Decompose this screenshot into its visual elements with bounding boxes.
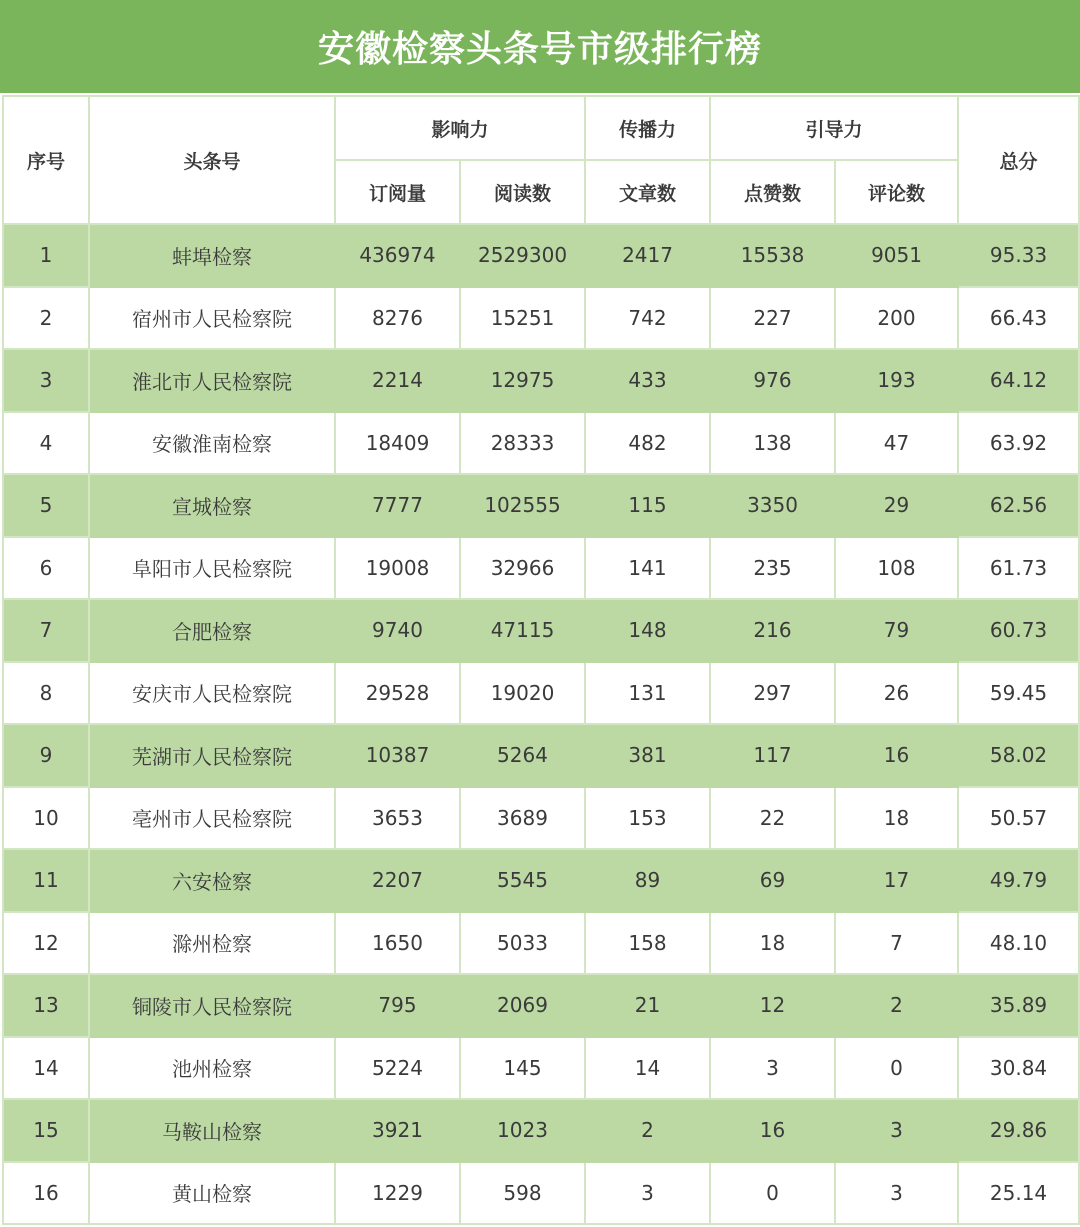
page-title: 安徽检察头条号市级排行榜 — [317, 28, 762, 70]
cell-comments: 9051 — [835, 224, 958, 287]
cell-comments: 193 — [835, 349, 958, 412]
header-articles: 文章数 — [585, 160, 710, 224]
cell-likes: 0 — [710, 1162, 835, 1225]
cell-account: 安庆市人民检察院 — [89, 662, 335, 725]
header-reads: 阅读数 — [460, 160, 585, 224]
cell-account: 六安检察 — [89, 849, 335, 912]
cell-likes: 976 — [710, 349, 835, 412]
cell-subscriptions: 29528 — [335, 662, 460, 725]
cell-subscriptions: 436974 — [335, 224, 460, 287]
cell-comments: 47 — [835, 412, 958, 475]
cell-likes: 138 — [710, 412, 835, 475]
cell-reads: 145 — [460, 1037, 585, 1100]
table-body — [3, 224, 1079, 1224]
cell-total: 95.33 — [958, 224, 1079, 287]
table-row — [3, 1162, 1079, 1225]
table-row — [3, 599, 1079, 662]
cell-account: 芜湖市人民检察院 — [89, 724, 335, 787]
header-total: 总分 — [958, 96, 1079, 224]
cell-reads: 2069 — [460, 974, 585, 1037]
cell-reads: 5033 — [460, 912, 585, 975]
cell-account: 蚌埠检察 — [89, 224, 335, 287]
cell-account: 马鞍山检察 — [89, 1099, 335, 1162]
table-row — [3, 287, 1079, 350]
cell-articles: 3 — [585, 1162, 710, 1225]
cell-account: 淮北市人民检察院 — [89, 349, 335, 412]
cell-rank: 6 — [3, 537, 89, 600]
cell-account: 滁州检察 — [89, 912, 335, 975]
cell-rank: 3 — [3, 349, 89, 412]
cell-rank: 9 — [3, 724, 89, 787]
cell-reads: 5545 — [460, 849, 585, 912]
cell-reads: 47115 — [460, 599, 585, 662]
cell-likes: 297 — [710, 662, 835, 725]
table-row — [3, 1099, 1079, 1162]
cell-subscriptions: 1229 — [335, 1162, 460, 1225]
table-row — [3, 912, 1079, 975]
cell-comments: 29 — [835, 474, 958, 537]
cell-articles: 153 — [585, 787, 710, 850]
table-row — [3, 349, 1079, 412]
cell-articles: 141 — [585, 537, 710, 600]
cell-likes: 227 — [710, 287, 835, 350]
cell-total: 50.57 — [958, 787, 1079, 850]
cell-total: 48.10 — [958, 912, 1079, 975]
cell-likes: 15538 — [710, 224, 835, 287]
cell-reads: 12975 — [460, 349, 585, 412]
cell-reads: 15251 — [460, 287, 585, 350]
cell-total: 29.86 — [958, 1099, 1079, 1162]
cell-articles: 381 — [585, 724, 710, 787]
cell-articles: 2417 — [585, 224, 710, 287]
cell-rank: 4 — [3, 412, 89, 475]
cell-subscriptions: 795 — [335, 974, 460, 1037]
table-row — [3, 787, 1079, 850]
cell-subscriptions: 5224 — [335, 1037, 460, 1100]
cell-comments: 200 — [835, 287, 958, 350]
cell-comments: 26 — [835, 662, 958, 725]
cell-articles: 131 — [585, 662, 710, 725]
cell-account: 阜阳市人民检察院 — [89, 537, 335, 600]
cell-rank: 1 — [3, 224, 89, 287]
table-row — [3, 974, 1079, 1037]
cell-reads: 102555 — [460, 474, 585, 537]
cell-likes: 235 — [710, 537, 835, 600]
cell-likes: 12 — [710, 974, 835, 1037]
cell-articles: 742 — [585, 287, 710, 350]
cell-rank: 15 — [3, 1099, 89, 1162]
cell-comments: 3 — [835, 1099, 958, 1162]
cell-likes: 117 — [710, 724, 835, 787]
cell-subscriptions: 3921 — [335, 1099, 460, 1162]
cell-subscriptions: 1650 — [335, 912, 460, 975]
header-spread: 传播力 — [585, 96, 710, 160]
table-header — [3, 96, 1079, 224]
cell-total: 62.56 — [958, 474, 1079, 537]
cell-reads: 2529300 — [460, 224, 585, 287]
cell-subscriptions: 19008 — [335, 537, 460, 600]
cell-articles: 2 — [585, 1099, 710, 1162]
table-row — [3, 849, 1079, 912]
ranking-table — [2, 95, 1080, 1225]
cell-total: 49.79 — [958, 849, 1079, 912]
cell-subscriptions: 18409 — [335, 412, 460, 475]
cell-rank: 14 — [3, 1037, 89, 1100]
cell-account: 池州检察 — [89, 1037, 335, 1100]
header-account: 头条号 — [89, 96, 335, 224]
table-row — [3, 537, 1079, 600]
cell-comments: 18 — [835, 787, 958, 850]
cell-total: 35.89 — [958, 974, 1079, 1037]
cell-reads: 19020 — [460, 662, 585, 725]
cell-reads: 5264 — [460, 724, 585, 787]
cell-total: 60.73 — [958, 599, 1079, 662]
cell-comments: 2 — [835, 974, 958, 1037]
cell-account: 合肥检察 — [89, 599, 335, 662]
cell-comments: 79 — [835, 599, 958, 662]
cell-total: 30.84 — [958, 1037, 1079, 1100]
cell-comments: 0 — [835, 1037, 958, 1100]
table-row — [3, 1037, 1079, 1100]
cell-articles: 21 — [585, 974, 710, 1037]
cell-rank: 2 — [3, 287, 89, 350]
header-guidance: 引导力 — [710, 96, 958, 160]
cell-total: 63.92 — [958, 412, 1079, 475]
cell-articles: 158 — [585, 912, 710, 975]
table-row — [3, 224, 1079, 287]
cell-reads: 32966 — [460, 537, 585, 600]
cell-reads: 3689 — [460, 787, 585, 850]
cell-articles: 115 — [585, 474, 710, 537]
cell-total: 58.02 — [958, 724, 1079, 787]
cell-articles: 89 — [585, 849, 710, 912]
cell-reads: 1023 — [460, 1099, 585, 1162]
title-banner — [0, 0, 1080, 93]
table-row — [3, 412, 1079, 475]
cell-articles: 482 — [585, 412, 710, 475]
cell-likes: 18 — [710, 912, 835, 975]
cell-account: 安徽淮南检察 — [89, 412, 335, 475]
cell-total: 66.43 — [958, 287, 1079, 350]
table-row — [3, 724, 1079, 787]
cell-total: 64.12 — [958, 349, 1079, 412]
cell-rank: 13 — [3, 974, 89, 1037]
cell-subscriptions: 9740 — [335, 599, 460, 662]
cell-account: 宣城检察 — [89, 474, 335, 537]
cell-rank: 12 — [3, 912, 89, 975]
cell-likes: 3350 — [710, 474, 835, 537]
cell-articles: 14 — [585, 1037, 710, 1100]
cell-subscriptions: 2214 — [335, 349, 460, 412]
header-subscriptions: 订阅量 — [335, 160, 460, 224]
header-likes: 点赞数 — [710, 160, 835, 224]
cell-rank: 11 — [3, 849, 89, 912]
cell-account: 亳州市人民检察院 — [89, 787, 335, 850]
cell-likes: 216 — [710, 599, 835, 662]
cell-rank: 10 — [3, 787, 89, 850]
cell-subscriptions: 8276 — [335, 287, 460, 350]
cell-articles: 433 — [585, 349, 710, 412]
table-row — [3, 474, 1079, 537]
cell-total: 59.45 — [958, 662, 1079, 725]
cell-rank: 8 — [3, 662, 89, 725]
table-row — [3, 662, 1079, 725]
cell-comments: 3 — [835, 1162, 958, 1225]
cell-rank: 16 — [3, 1162, 89, 1225]
cell-rank: 5 — [3, 474, 89, 537]
cell-account: 黄山检察 — [89, 1162, 335, 1225]
cell-likes: 3 — [710, 1037, 835, 1100]
cell-likes: 69 — [710, 849, 835, 912]
cell-total: 61.73 — [958, 537, 1079, 600]
header-comments: 评论数 — [835, 160, 958, 224]
cell-articles: 148 — [585, 599, 710, 662]
cell-subscriptions: 7777 — [335, 474, 460, 537]
cell-subscriptions: 2207 — [335, 849, 460, 912]
cell-reads: 598 — [460, 1162, 585, 1225]
cell-subscriptions: 10387 — [335, 724, 460, 787]
cell-subscriptions: 3653 — [335, 787, 460, 850]
header-influence: 影响力 — [335, 96, 585, 160]
cell-likes: 16 — [710, 1099, 835, 1162]
cell-rank: 7 — [3, 599, 89, 662]
cell-comments: 7 — [835, 912, 958, 975]
cell-account: 宿州市人民检察院 — [89, 287, 335, 350]
cell-total: 25.14 — [958, 1162, 1079, 1225]
cell-likes: 22 — [710, 787, 835, 850]
header-rank: 序号 — [3, 96, 89, 224]
cell-comments: 16 — [835, 724, 958, 787]
cell-comments: 108 — [835, 537, 958, 600]
cell-comments: 17 — [835, 849, 958, 912]
cell-reads: 28333 — [460, 412, 585, 475]
cell-account: 铜陵市人民检察院 — [89, 974, 335, 1037]
